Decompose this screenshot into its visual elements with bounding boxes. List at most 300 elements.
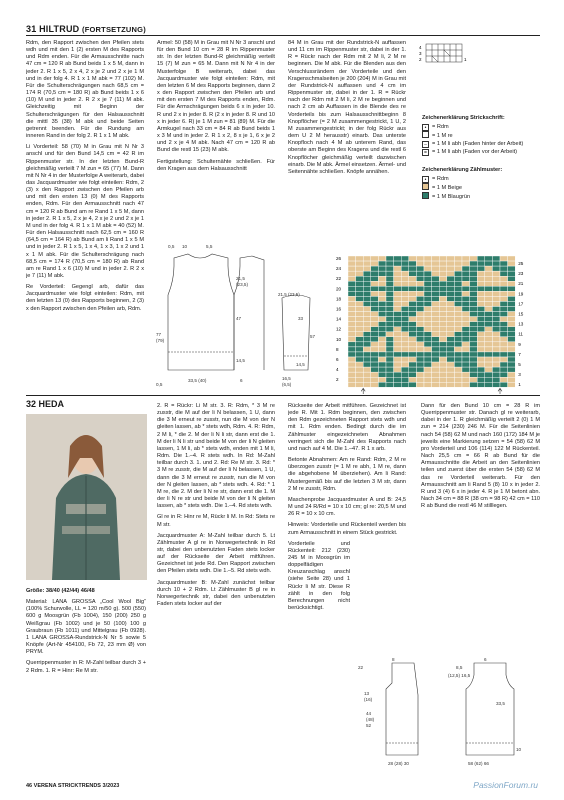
chart-cell <box>416 271 424 276</box>
svg-text:(6,5): (6,5) <box>282 382 292 387</box>
chart-cell <box>439 261 447 266</box>
chart-cell <box>416 281 424 286</box>
chart-cell <box>409 377 417 382</box>
chart-cell <box>447 357 455 362</box>
chart-cell <box>500 332 508 337</box>
chart-cell <box>416 382 424 387</box>
chart-cell <box>432 291 440 296</box>
paragraph-sleeve: Ärmel: 50 (58) M in Grau mit N Nr 3 anschl und für den Bund 10 cm = 28 R im Rippenmuster str. In der letzten Bund-R gleichmäßig verteilt 15 (7) M zun = 65 M. Dann mit N Nr 4 in der Musterfolge B weiterarb, dabei das Jacquardmuster wie folgt einteilen: Rdm, mit den letzten 6 M des Rapports beginnen, dann 2 x den Rapport zwischen den Pfeilen arb und mit den ersten 7 M des Rapports enden, Rdm. Für die Armschrägungen beids 6 x in jeder 10. R und 2 x in jeder 8. R (2 x in jeder 8. R und 10 x in jeder 6. R) je 1 M zun = 81 (89) M. Für die Armkugel nach 33 cm = 84 R ab Bund beids 1 x 3 M und in jeder 2. R 1 x 2, 8 x je 1, 6 x je 2 und 2 x je 4 M abk. Nach 47 cm = 120 R ab Bund die restl 15 (23) M abk. <box>157 40 275 154</box>
svg-text:2: 2 <box>419 57 422 62</box>
chart-cell <box>477 322 485 327</box>
chart-cell <box>454 296 462 301</box>
paragraph-finishing: Fertigstellung: Schulternähte schließen. Für den Kragen aus dem Halsausschnitt <box>157 158 275 172</box>
svg-text:(79): (79) <box>156 338 165 343</box>
chart-cell <box>348 322 356 327</box>
chart-cell <box>356 322 364 327</box>
chart-cell <box>386 367 394 372</box>
chart-cell <box>432 281 440 286</box>
chart-cell <box>409 337 417 342</box>
chart-cell <box>356 271 364 276</box>
chart-row-label: 25 <box>518 261 524 266</box>
chart-cell <box>409 281 417 286</box>
chart-cell <box>492 362 500 367</box>
chart-cell <box>424 256 432 261</box>
chart-cell <box>462 322 470 327</box>
chart-cell <box>356 307 364 312</box>
chart-cell <box>416 296 424 301</box>
chart-cell <box>394 261 402 266</box>
chart-cell <box>477 276 485 281</box>
chart-cell <box>447 342 455 347</box>
chart-cell <box>508 261 516 266</box>
section-header <box>26 24 146 34</box>
chart-cell <box>371 256 379 261</box>
chart-cell <box>500 276 508 281</box>
chart-cell <box>439 291 447 296</box>
chart-cell <box>439 382 447 387</box>
chart-cell <box>508 382 516 387</box>
chart-cell <box>447 301 455 306</box>
chart-cell <box>424 342 432 347</box>
chart-cell <box>378 307 386 312</box>
chart-cell <box>363 301 371 306</box>
chart-cell <box>462 367 470 372</box>
chart-cell <box>500 312 508 317</box>
chart-cell <box>386 332 394 337</box>
chart-cell <box>462 266 470 271</box>
chart-cell <box>371 352 379 357</box>
svg-text:10: 10 <box>182 244 188 249</box>
chart-cell <box>416 362 424 367</box>
chart-cell <box>386 322 394 327</box>
svg-text:16,5: 16,5 <box>282 376 291 381</box>
chart-cell <box>394 281 402 286</box>
chart-cell <box>447 281 455 286</box>
chart-cell <box>363 261 371 266</box>
chart-cell <box>409 317 417 322</box>
chart-cell <box>432 347 440 352</box>
chart-cell <box>371 322 379 327</box>
chart-cell <box>409 342 417 347</box>
chart-cell <box>363 271 371 276</box>
chart-cell <box>477 301 485 306</box>
chart-cell <box>508 256 516 261</box>
chart-cell <box>500 327 508 332</box>
chart-cell <box>454 337 462 342</box>
chart-cell <box>424 357 432 362</box>
chart-cell <box>439 322 447 327</box>
chart-cell <box>348 266 356 271</box>
chart-cell <box>356 357 364 362</box>
svg-text:33,5 (40): 33,5 (40) <box>188 378 207 383</box>
chart-cell <box>416 322 424 327</box>
chart-row-label: 10 <box>336 336 342 342</box>
chart-cell <box>386 347 394 352</box>
chart-cell <box>356 327 364 332</box>
chart-cell <box>492 307 500 312</box>
chart-row-label: 24 <box>336 266 342 272</box>
heda-schematic <box>356 655 546 775</box>
chart-cell <box>424 322 432 327</box>
chart-cell <box>492 377 500 382</box>
chart-row-label: 16 <box>336 306 342 312</box>
chart-cell <box>477 362 485 367</box>
chart-cell <box>424 377 432 382</box>
chart-cell <box>447 352 455 357</box>
chart-cell <box>386 286 394 291</box>
chart-row-label: 8 <box>336 346 339 352</box>
chart-cell <box>348 271 356 276</box>
chart-cell <box>401 256 409 261</box>
chart-cell <box>462 276 470 281</box>
chart-cell <box>454 372 462 377</box>
text-column-4 <box>157 403 275 779</box>
chart-cell <box>401 362 409 367</box>
chart-cell <box>401 357 409 362</box>
chart-cell <box>462 332 470 337</box>
text-column-7 <box>26 588 146 778</box>
chart-cell <box>485 377 493 382</box>
chart-cell <box>424 261 432 266</box>
chart-cell <box>462 317 470 322</box>
body-schematic <box>152 240 287 392</box>
svg-text:3: 3 <box>419 51 422 56</box>
chart-row-label: 23 <box>518 271 524 277</box>
chart-cell <box>424 382 432 387</box>
chart-cell <box>356 367 364 372</box>
chart-cell <box>508 327 516 332</box>
chart-cell <box>356 352 364 357</box>
chart-cell <box>462 352 470 357</box>
chart-cell <box>439 377 447 382</box>
chart-cell <box>394 327 402 332</box>
chart-cell <box>492 296 500 301</box>
chart-cell <box>485 347 493 352</box>
chart-cell <box>432 317 440 322</box>
chart-cell <box>378 367 386 372</box>
chart-cell <box>462 271 470 276</box>
chart-cell <box>500 266 508 271</box>
chart-cell <box>500 347 508 352</box>
chart-cell <box>454 377 462 382</box>
svg-text:52: 52 <box>366 723 372 728</box>
chart-cell <box>477 261 485 266</box>
chart-cell <box>409 357 417 362</box>
chart-cell <box>454 317 462 322</box>
chart-cell <box>356 332 364 337</box>
chart-cell <box>356 347 364 352</box>
chart-cell <box>477 357 485 362</box>
chart-cell <box>401 317 409 322</box>
slip-front-icon: = <box>422 149 429 156</box>
chart-cell <box>500 342 508 347</box>
chart-cell <box>416 286 424 291</box>
svg-text:8,5: 8,5 <box>456 665 463 670</box>
legend-stitch-item: = 1 M re <box>432 133 453 139</box>
chart-cell <box>439 312 447 317</box>
chart-cell <box>363 312 371 317</box>
chart-cell <box>500 256 508 261</box>
chart-cell <box>348 362 356 367</box>
chart-cell <box>371 271 379 276</box>
chart-row-label: 26 <box>336 256 342 261</box>
chart-cell <box>424 317 432 322</box>
chart-cell <box>432 377 440 382</box>
legend-chart-item: = Rdm <box>432 176 449 182</box>
chart-cell <box>378 322 386 327</box>
chart-cell <box>401 271 409 276</box>
chart-cell <box>386 357 394 362</box>
svg-text:28 (28) 30: 28 (28) 30 <box>388 761 409 766</box>
chart-cell <box>378 256 386 261</box>
chart-cell <box>356 281 364 286</box>
chart-cell <box>424 362 432 367</box>
chart-cell <box>439 337 447 342</box>
svg-text:(48): (48) <box>366 717 375 722</box>
chart-cell <box>348 317 356 322</box>
paragraph-right-front: Re Vorderteil: Gegengl arb, dafür das Jacquardmuster wie folgt einteilen: Rdm, mit den letzten 13 (0) des Rapports beginnen, 2 (3) x den Rapport zwischen den Pfeilen arb, Rdm. <box>26 284 144 312</box>
chart-cell <box>477 327 485 332</box>
chart-cell <box>432 382 440 387</box>
section2-title: 32 HEDA <box>26 399 65 409</box>
chart-cell <box>439 362 447 367</box>
chart-cell <box>378 261 386 266</box>
chart-cell <box>477 256 485 261</box>
chart-cell <box>508 322 516 327</box>
chart-cell <box>477 296 485 301</box>
chart-cell <box>508 357 516 362</box>
svg-text:0,5: 0,5 <box>156 382 163 387</box>
chart-cell <box>485 367 493 372</box>
svg-text:33: 33 <box>298 316 304 321</box>
sleeve-schematic <box>276 290 318 390</box>
chart-cell <box>394 367 402 372</box>
chart-cell <box>500 286 508 291</box>
svg-text:8: 8 <box>392 657 395 662</box>
chart-cell <box>416 372 424 377</box>
chart-cell <box>492 276 500 281</box>
chart-cell <box>416 256 424 261</box>
chart-row-label: 6 <box>336 357 339 362</box>
chart-cell <box>500 372 508 377</box>
chart-cell <box>470 312 478 317</box>
chart-cell <box>386 256 394 261</box>
chart-cell <box>416 307 424 312</box>
chart-cell <box>416 317 424 322</box>
chart-cell <box>447 307 455 312</box>
chart-cell <box>394 352 402 357</box>
section-subtitle: (FORTSETZUNG) <box>82 25 146 34</box>
chart-cell <box>492 347 500 352</box>
svg-text:21,5 (23,5): 21,5 (23,5) <box>278 292 300 297</box>
chart-cell <box>371 291 379 296</box>
chart-cell <box>462 296 470 301</box>
chart-cell <box>454 301 462 306</box>
chart-cell <box>508 286 516 291</box>
chart-cell <box>394 382 402 387</box>
chart-cell <box>363 317 371 322</box>
chart-cell <box>447 372 455 377</box>
chart-cell <box>401 372 409 377</box>
chart-cell <box>394 332 402 337</box>
chart-cell <box>363 382 371 387</box>
svg-text:77: 77 <box>156 332 162 337</box>
chart-cell <box>386 327 394 332</box>
chart-cell <box>462 377 470 382</box>
chart-cell <box>409 322 417 327</box>
chart-cell <box>454 286 462 291</box>
chart-cell <box>424 372 432 377</box>
chart-cell <box>378 372 386 377</box>
chart-cell <box>371 317 379 322</box>
chart-cell <box>424 337 432 342</box>
legend-stitch-title: Zeichenerklärung Strickschrift: <box>422 115 505 121</box>
edge-stitch-icon: • <box>422 124 429 131</box>
chart-row-label: 21 <box>518 281 524 287</box>
chart-cell <box>485 362 493 367</box>
chart-cell <box>401 367 409 372</box>
chart-cell <box>394 372 402 377</box>
chart-cell <box>378 301 386 306</box>
chart-cell <box>409 296 417 301</box>
chart-cell <box>409 271 417 276</box>
chart-cell <box>424 291 432 296</box>
chart-cell <box>409 347 417 352</box>
chart-cell <box>356 276 364 281</box>
chart-cell <box>439 327 447 332</box>
chart-cell <box>485 337 493 342</box>
chart-cell <box>363 347 371 352</box>
chart-cell <box>394 301 402 306</box>
chart-cell <box>386 377 394 382</box>
chart-cell <box>485 322 493 327</box>
chart-cell <box>454 312 462 317</box>
svg-text:14,5: 14,5 <box>296 362 305 367</box>
chart-cell <box>348 281 356 286</box>
chart-cell <box>492 332 500 337</box>
chart-cell <box>401 377 409 382</box>
chart-cell <box>356 362 364 367</box>
chart-cell <box>409 327 417 332</box>
chart-cell <box>401 352 409 357</box>
chart-cell <box>348 256 356 261</box>
chart-cell <box>477 342 485 347</box>
chart-cell <box>371 296 379 301</box>
chart-cell <box>462 347 470 352</box>
chart-cell <box>348 377 356 382</box>
chart-cell <box>454 322 462 327</box>
chart-cell <box>439 347 447 352</box>
text-column-1 <box>26 40 144 396</box>
chart-cell <box>378 382 386 387</box>
chart-cell <box>409 332 417 337</box>
chart-cell <box>409 291 417 296</box>
chart-cell <box>394 357 402 362</box>
chart-cell <box>401 327 409 332</box>
chart-cell <box>447 327 455 332</box>
chart-cell <box>363 266 371 271</box>
chart-cell <box>386 281 394 286</box>
svg-text:57: 57 <box>310 334 316 339</box>
chart-cell <box>485 342 493 347</box>
chart-cell <box>416 367 424 372</box>
chart-cell <box>416 332 424 337</box>
chart-cell <box>363 367 371 372</box>
chart-cell <box>432 342 440 347</box>
svg-text:(12,5) 16,5: (12,5) 16,5 <box>448 673 471 678</box>
paragraph-rib-cont: 2. R = Rückr: Li M str. 3. R: Rdm, * 3 M re zusstr, die M auf der li N belassen, 1 U, dann die 3 M erneut re zusstr, nun die M von der N gleiten lassen, ab * stets wdh, Rdm. 4. R: Rdm, 2 M li, * die 2. M der li N li str, dann erst die 1. M der li N li str und beide M von der li N gleiten lassen, 1 M li, ab * stets wdh, enden mit 1 M li, Rdm. Die 1.–4. R stets wdh. In Rd: M-Zahl teilbar durch 3. 1. und 2. Rd: Re M str. 3. Rd: * 3 M re zusstr, die M auf der li N belassen, 1 U, dann die 3 M erneut re zusstr, nun die M von der N gleiten lassen, ab * stets wdh. 4. Rd: * 1 M re, die 2. M der li N re str, dann erst die 1. M der li N re str und beide M von der li N gleiten lassen, ab * stets wdh. Die 1.–4. Rd stets wdh. <box>157 403 275 510</box>
chart-cell <box>416 357 424 362</box>
chart-cell <box>378 271 386 276</box>
svg-text:6: 6 <box>240 378 243 383</box>
chart-cell <box>416 266 424 271</box>
chart-cell <box>401 347 409 352</box>
chart-cell <box>356 372 364 377</box>
chart-cell <box>424 352 432 357</box>
chart-cell <box>492 312 500 317</box>
chart-cell <box>394 296 402 301</box>
header-rule <box>26 35 540 36</box>
chart-cell <box>462 362 470 367</box>
chart-cell <box>485 271 493 276</box>
chart-cell <box>508 266 516 271</box>
chart-cell <box>371 337 379 342</box>
chart-cell <box>477 307 485 312</box>
chart-cell <box>371 261 379 266</box>
chart-cell <box>492 301 500 306</box>
chart-cell <box>409 276 417 281</box>
chart-cell <box>470 377 478 382</box>
chart-cell <box>470 256 478 261</box>
chart-cell <box>454 332 462 337</box>
paragraph-left-front: Li Vorderteil: 58 (70) M in Grau mit N Nr 3 anschl und für den Bund 14,5 cm = 42 R im Rippenmuster str. In der letzten Bund-R gleichmäßig verteilt 7 M zun = 65 (77) M. Dann mit N Nr 4 in der Musterfolge A weiterarb, dabei das Jacquardmuster wie folgt einteilen: Rdm, 2 (3) x den Rapport zwischen den Pfeilen arb und mit den ersten 13 (0) M des Rapports enden, Rdm. Für den Armausschnitt nach 47 cm = 120 R ab Bund am re Rand 1 x 5 M, dann in jeder 2. R 1 x 5, 2 x je 4, 2 x je 2 und 2 x je 1 M und in der folg 4. R 1 x 1 M abk = 40 (52) M. Für den Halsausschnitt nach 62,5 cm = 160 R (64,5 cm = 164 R) ab Bund am li Rand 1 x 5 M und in jeder 2. R 1 x 5, 1 x 4, 1 x 3, 1 x 2 und 1 x 1 M abk. Für die Schulterschrägung nach 68,5 cm = 174 R (70,5 cm = 180 R) ab Rand am re Rand 1 x 6 (10) M und in jeder 2. R 2 x je 7 (11) M abk. <box>26 144 144 279</box>
chart-cell <box>439 367 447 372</box>
chart-cell <box>386 382 394 387</box>
svg-text:44: 44 <box>366 711 372 716</box>
chart-cell <box>424 367 432 372</box>
chart-cell <box>409 352 417 357</box>
chart-cell <box>424 312 432 317</box>
legend-stitch-item: = 1 M li abh (Faden hinter der Arbeit) <box>432 141 524 147</box>
chart-cell <box>386 271 394 276</box>
chart-cell <box>378 377 386 382</box>
chart-cell <box>447 362 455 367</box>
chart-cell <box>485 256 493 261</box>
chart-cell <box>470 281 478 286</box>
chart-cell <box>378 276 386 281</box>
chart-cell <box>409 256 417 261</box>
chart-cell <box>470 342 478 347</box>
chart-cell <box>462 261 470 266</box>
chart-cell <box>394 307 402 312</box>
chart-cell <box>363 256 371 261</box>
chart-cell <box>508 281 516 286</box>
chart-cell <box>371 347 379 352</box>
chart-cell <box>470 322 478 327</box>
stitch-diagram <box>418 42 470 66</box>
chart-cell <box>363 352 371 357</box>
chart-cell <box>363 286 371 291</box>
chart-cell <box>462 337 470 342</box>
chart-cell <box>394 317 402 322</box>
svg-text:0,5: 0,5 <box>168 244 175 249</box>
chart-cell <box>386 372 394 377</box>
chart-cell <box>348 286 356 291</box>
chart-cell <box>470 327 478 332</box>
chart-cell <box>454 266 462 271</box>
chart-cell <box>485 382 493 387</box>
chart-cell <box>477 332 485 337</box>
